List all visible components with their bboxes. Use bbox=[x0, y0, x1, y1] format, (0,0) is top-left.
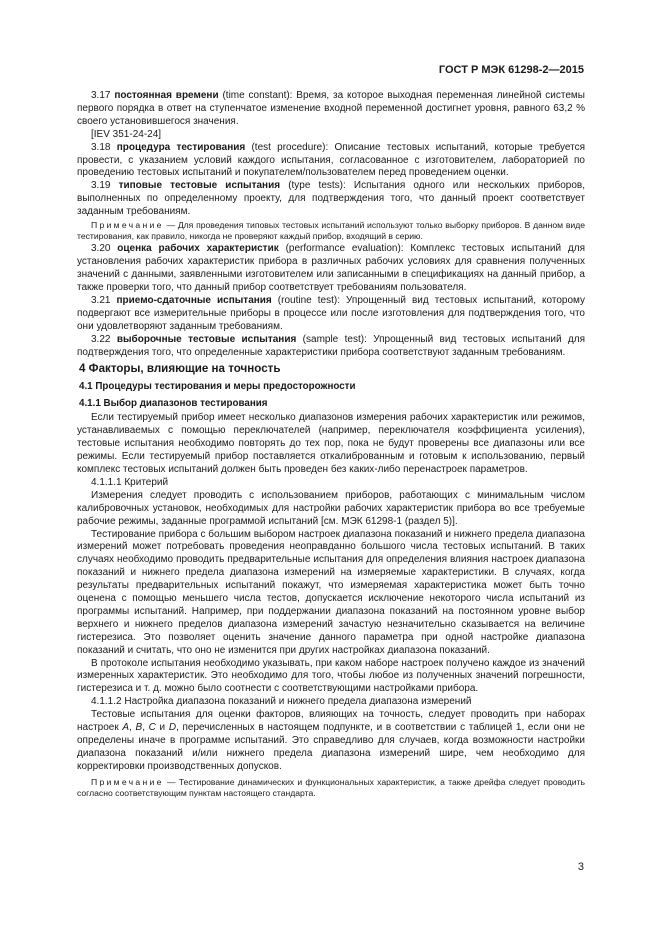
iev-reference: [IEV 351-24-24] bbox=[91, 128, 162, 140]
definition-3-17: 3.17 постоянная времени (time constant): Время, за которое выходная переменная линейной системы первого порядка в ответ на ступенчатое изменение входной переменной достигнет уровня, равного 63,2 % своего установившегося значения. bbox=[77, 90, 585, 127]
subsection-4-1-1-2: 4.1.1.2 Настройка диапазона показаний и нижнего предела диапазона измерений bbox=[91, 696, 472, 708]
document-body bbox=[77, 90, 585, 800]
term: постоянная времени bbox=[114, 90, 219, 101]
note-label: Примечание bbox=[91, 776, 164, 787]
page-number: 3 bbox=[577, 861, 584, 873]
paragraph-4-1-1: Если тестируемый прибор имеет несколько диапазонов измерения рабочих характеристик или режимов, устанавливаемых с помощью переключателей (например, переключателя коэффициента усиления), тестовые испытания необходимо повторять до тех пор, пока не будут проверены все диапазоны или все режимы. Если тестируемый прибор поставляется откалиброванным и готовым к использованию, первый комплекс тестовых испытаний должен быть проведен без каких-либо перенастроек параметров. bbox=[77, 412, 585, 475]
paragraph-4-1-1-2: Тестовые испытания для оценки факторов, влияющих на точность, следует проводить при наборах настроек A, B, C и D, перечисленных в настоящем подпункте, и в соответствии с таблицей 1, если они не определены иначе в программе испытаний. Это справедливо для случаев, когда возможности настройки диапазона показаний и/или нижнего предела диапазона измерений шире, чем необходимо для корректировки производственных допусков. bbox=[77, 709, 585, 772]
section-heading-4-1: 4.1 Процедуры тестирования и меры предосторожности bbox=[79, 380, 356, 392]
term: приемо-сдаточные испытания bbox=[116, 295, 272, 307]
definition-3-22: 3.22 выборочные тестовые испытания (sample test): Упрощенный вид тестовых испытаний для подтверждения того, что определенные характеристики прибора соответствуют заданным требованиям. bbox=[77, 333, 585, 358]
definition-3-20: 3.20 оценка рабочих характеристик (performance evaluation): Комплекс тестовых испытаний для установления рабочих характеристик прибора в различных рабочих условиях для сравнения полученных значений с данными, заявленными изготовителем или записанными в спецификациях на данный прибор, а также проверки того, что данный прибор соответствует требованиям пользователя. bbox=[77, 243, 585, 294]
section-heading-4: 4 Факторы, влияющие на точность bbox=[79, 361, 281, 375]
definition-3-19: 3.19 типовые тестовые испытания (type tests): Испытания одного или нескольких приборов, выполненных по определенному проекту, для подтверждения того, что данный проект соответствует заданным требованиям. bbox=[77, 180, 585, 218]
term: типовые тестовые испытания bbox=[118, 180, 281, 192]
term: выборочные тестовые испытания bbox=[116, 333, 297, 345]
definition-3-18: 3.18 процедура тестирования (test procedure): Описание тестовых испытаний, которые требуется провести, с указанием условий каждого испытания, согласованное с изготовителем, лабораторией по проведению тестовых испытаний и покупателем/пользователем перед проведением оценки. bbox=[77, 141, 585, 179]
note-label: Примечание bbox=[91, 220, 164, 231]
section-heading-4-1-1: 4.1.1 Выбор диапазонов тестирования bbox=[79, 398, 268, 410]
definition-3-21: 3.21 приемо-сдаточные испытания (routine test): Упрощенный вид тестовых испытаний, которому подвергают все измерительные приборы в процессе или после изготовления для подтверждения того, что они удовлетворяют заданным требованиям. bbox=[77, 295, 585, 332]
standard-header: ГОСТ Р МЭК 61298-2—2015 bbox=[438, 64, 584, 76]
term: оценка рабочих характеристик bbox=[117, 243, 279, 255]
note: Примечание — Тестирование динамических и функциональных характеристик, а также дрейфа следует проводить согласно соответствующим пунктам настоящего стандарта. bbox=[77, 776, 585, 798]
subsection-4-1-1-1: 4.1.1.1 Критерий bbox=[91, 476, 169, 488]
paragraph-4-1-1-1-c: В протоколе испытания необходимо указывать, при каком наборе настроек получено каждое из значений измеренных характеристик. Это необходимо для того, чтобы любое из полученных значений погрешности, гистерезиса и т. д. можно было соотнести с соответствующими настройками прибора. bbox=[77, 657, 585, 695]
note: Примечание — Для проведения типовых тестовых испытаний используют только выборку приборов. В данном виде тестирования, как правило, никогда не проверяют каждый прибор, входящий в серию. bbox=[77, 220, 585, 242]
term: процедура тестирования bbox=[116, 141, 246, 153]
paragraph-4-1-1-1-a: Измерения следует проводить с использованием приборов, работающих с минимальным числом калибровочных установок, необходимых для настройки рабочих характеристик прибора во все требуемые рабочие режимы, заданные программой испытаний [см. МЭК 61298-1 (раздел 5)]. bbox=[77, 489, 585, 527]
paragraph-4-1-1-1-b: Тестирование прибора с большим выбором настроек диапазона показаний и нижнего предела диапазона измерений может потребовать проведения неоправданно большого числа тестовых испытаний. В таких случаях необходимо проводить предварительные испытания для определения влияния настроек диапазона показаний и нижнего предела диапазона измерений на измеряемые характеристики. В случаях, когда результаты предварительных испытаний покажут, что измеряемая характеристика может быть точно оценена с помощью меньшего числа тестов, допускается исключение некоторого числа испытаний из программы испытаний. Например, при поддержании диапазона показаний на постоянном уровне выбор верхнего и нижнего пределов диапазона измерений зачастую незначительно сказывается на величине гистерезиса. Это позволяет оценить значение данного параметра при одной настройке диапазона показаний и считать, что оно не изменится при других настройках диапазона показаний. bbox=[77, 528, 585, 656]
